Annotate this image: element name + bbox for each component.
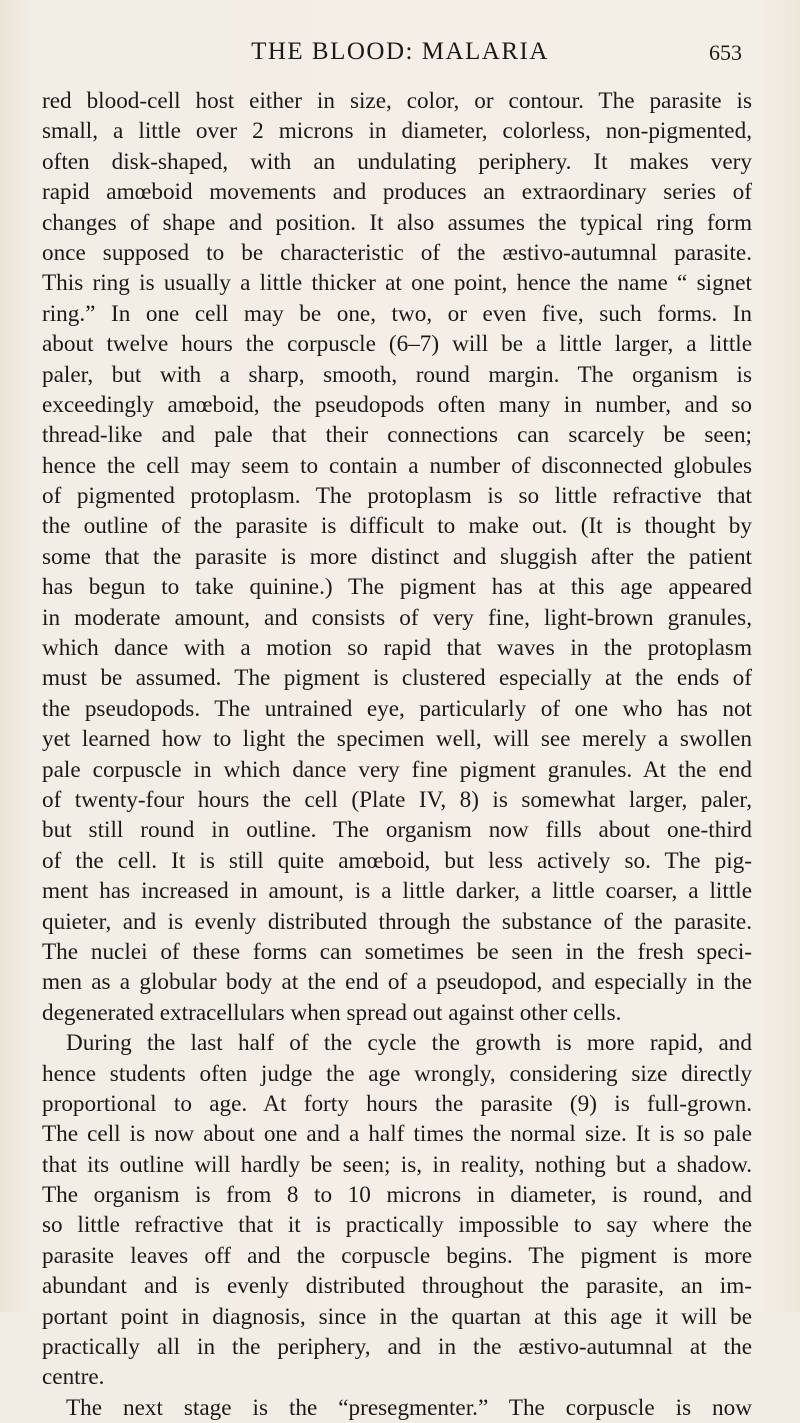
text-line: that its outline will hardly be seen; is, in reality, nothing but a shadow.: [42, 1151, 752, 1178]
text-line: of pigmented protoplasm. The protoplasm is so little refractive that: [42, 483, 752, 510]
text-line: changes of shape and position. It also assumes the typical ring form: [42, 209, 752, 236]
text-line: The nuclei of these forms can sometimes be seen in the fresh speci-: [42, 938, 752, 965]
text-line: but still round in outline. The organism now fills about one-third: [42, 817, 752, 844]
text-line: degenerated extracellulars when spread out against other cells.: [42, 999, 622, 1026]
text-line: practically all in the periphery, and in the æstivo-autumnal at the: [42, 1334, 752, 1361]
text-line: the pseudopods. The untrained eye, particularly of one who has not: [42, 695, 752, 722]
text-line: men as a globular body at the end of a pseudopod, and especially in the: [42, 969, 752, 996]
text-line: which dance with a motion so rapid that waves in the protoplasm: [42, 635, 752, 662]
text-line: quieter, and is evenly distributed through the substance of the parasite.: [42, 908, 752, 935]
text-line: paler, but with a sharp, smooth, round margin. The organism is: [42, 361, 752, 388]
text-line: once supposed to be characteristic of the æstivo-autumnal parasite.: [42, 239, 752, 266]
text-line: rapid amœboid movements and produces an extraordinary series of: [42, 179, 752, 206]
text-line: hence the cell may seem to contain a number of disconnected globules: [42, 452, 752, 479]
text-line: in moderate amount, and consists of very fine, light-brown granules,: [42, 604, 752, 631]
text-line: parasite leaves off and the corpuscle begins. The pigment is more: [42, 1242, 752, 1269]
text-line: The organism is from 8 to 10 microns in diameter, is round, and: [42, 1182, 752, 1209]
text-line: abundant and is evenly distributed throughout the parasite, an im-: [42, 1273, 752, 1300]
text-line: must be assumed. The pigment is clustered especially at the ends of: [42, 665, 752, 692]
text-line: of twenty-four hours the cell (Plate IV, 8) is somewhat larger, paler,: [42, 786, 752, 813]
page-header: [0, 38, 800, 68]
text-line: yet learned how to light the specimen well, will see merely a swollen: [42, 726, 752, 753]
text-line: proportional to age. At forty hours the parasite (9) is full-grown.: [42, 1090, 752, 1117]
body-text: [42, 86, 752, 1423]
text-line: thread-like and pale that their connections can scarcely be seen;: [42, 422, 752, 449]
text-line: has begun to take quinine.) The pigment has at this age appeared: [42, 574, 752, 601]
text-line: hence students often judge the age wrongly, considering size directly: [42, 1060, 752, 1087]
text-line: pale corpuscle in which dance very fine pigment granules. At the end: [42, 756, 752, 783]
text-line: small, a little over 2 microns in diameter, colorless, non-pigmented,: [42, 118, 752, 145]
text-line: portant point in diagnosis, since in the quartan at this age it will be: [42, 1303, 752, 1330]
text-line: This ring is usually a little thicker at one point, hence the name “ signet: [42, 270, 752, 297]
text-line: about twelve hours the corpuscle (6–7) will be a little larger, a little: [42, 331, 752, 358]
page-number: 653: [709, 40, 742, 65]
text-line: of the cell. It is still quite amœboid, but less actively so. The pig-: [42, 847, 752, 874]
text-line: exceedingly amœboid, the pseudopods often many in number, and so: [42, 391, 752, 418]
text-line: centre.: [42, 1364, 105, 1391]
text-line: often disk-shaped, with an undulating periphery. It makes very: [42, 148, 752, 175]
text-line: some that the parasite is more distinct and sluggish after the patient: [42, 543, 752, 570]
running-head: THE BLOOD: MALARIA: [251, 38, 549, 65]
text-line: the outline of the parasite is difficult to make out. (It is thought by: [42, 513, 752, 540]
text-line: The cell is now about one and a half times the normal size. It is so pale: [42, 1121, 752, 1148]
text-line: so little refractive that it is practically impossible to say where the: [42, 1212, 752, 1239]
text-line: red blood-cell host either in size, color, or contour. The parasite is: [42, 88, 752, 114]
text-line: ment has increased in amount, is a little darker, a little coarser, a little: [42, 878, 752, 905]
text-line: During the last half of the cycle the growth is more rapid, and: [66, 1030, 752, 1057]
text-line: The next stage is the “presegmenter.” The corpuscle is now: [66, 1394, 752, 1421]
text-line: ring.” In one cell may be one, two, or even five, such forms. In: [42, 300, 752, 327]
